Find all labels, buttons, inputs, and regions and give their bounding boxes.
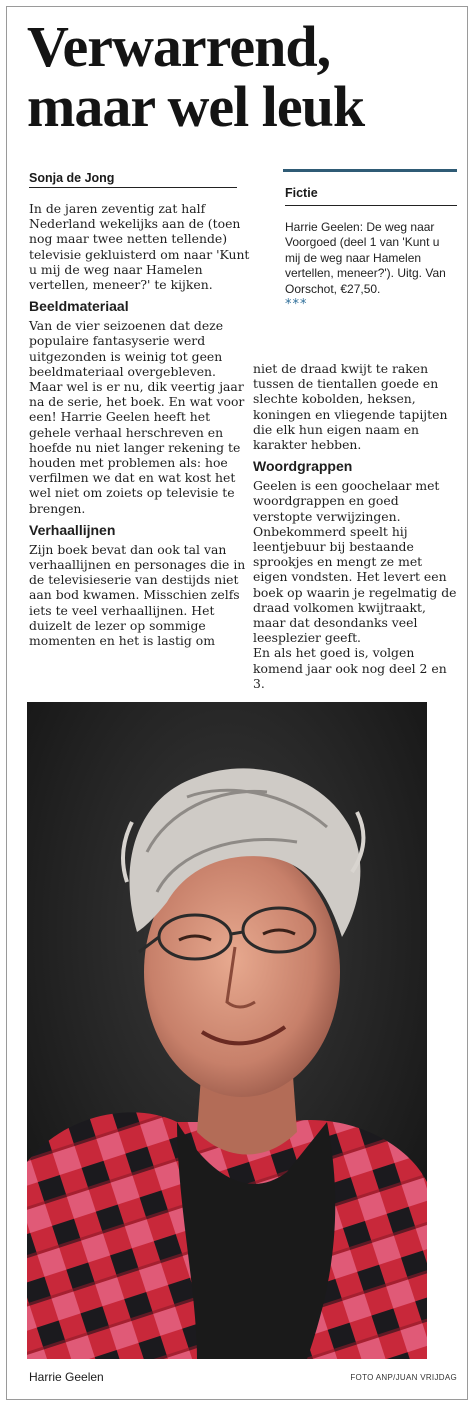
photo-credit: FOTO ANP/JUAN VRIJDAG: [350, 1373, 457, 1382]
section-heading-verhaallijnen: Verhaallijnen: [29, 521, 116, 538]
section-text-verhaallijnen: Zijn boek bevat dan ook tal van verhaallijnen en personages die in de televisieserie van destijds niet aan bod kwamen. Misschien zelfs iets te veel verhaallijnen. Het duizelt de lezer op sommige momenten en het is lastig om: [29, 541, 246, 649]
headline-line-2: maar wel leuk: [27, 74, 365, 139]
section-text-woordgrappen-2: Onbekommerd speelt hij leentjebuur bij bestaande sprookjes en mengt ze met eigen vondsten. Het levert een boek op waarin je regelmatig de draad volkomen kwijtraakt, maar dat desondanks veel leesplezier geeft.: [253, 523, 457, 646]
rating-stars: ***: [285, 297, 308, 313]
continued-paragraph: niet de draad kwijt te raken tussen de tientallen goede en slechte kobolden, heksen, koningen en vliegende tapijten die elk hun eigen naam en karakter hebben.: [253, 361, 448, 453]
section-heading-beeldmateriaal: Beeldmateriaal: [29, 298, 129, 315]
newspaper-article: [6, 6, 468, 1400]
book-details: Harrie Geelen: De weg naar Voorgoed (deel 1 van 'Kunt u mij de weg naar Hamelen vertellen, meneer?'). Uitg. Van Oorschot, €27,50.: [285, 220, 446, 296]
section-heading-woordgrappen: Woordgrappen: [253, 458, 353, 475]
section-text-woordgrappen-1: Geelen is een goochelaar met woordgrappen en goed verstopte verwijzingen.: [253, 478, 440, 524]
headline: [27, 14, 457, 139]
article-column-1: [29, 201, 251, 648]
section-text-woordgrappen-3: En als het goed is, volgen komend jaar ook nog deel 2 en 3.: [253, 645, 447, 691]
photo-caption: Harrie Geelen: [29, 1370, 104, 1384]
headline-line-1: Verwarrend,: [27, 14, 331, 79]
section-text-beeldmateriaal: Van de vier seizoenen dat deze populaire fantasyserie werd uitgezonden is weinig tot geen beeldmateriaal overgebleven. Maar wel is er nu, dik veertig jaar na de serie, het boek. En wat voor een! Harrie Geelen heeft het gehele verhaal herschreven en hoefde nu niet langer rekening te houden met problemen als: hoe verfilmen we dat en wat kost het wel niet om zoiets op televisie te brengen.: [29, 318, 245, 516]
author-portrait-illustration: [27, 702, 427, 1359]
article-column-2: [253, 361, 459, 691]
review-box: [283, 169, 457, 311]
byline: Sonja de Jong: [29, 171, 237, 188]
author-photo: [27, 702, 427, 1359]
intro-paragraph: In de jaren zeventig zat half Nederland wekelijks aan de (toen nog maar twee netten tellende) televisie gekluisterd om naar 'Kunt u mij de weg naar Hamelen vertellen, meneer?' te kijken.: [29, 201, 250, 293]
review-box-title: Fictie: [285, 186, 457, 206]
